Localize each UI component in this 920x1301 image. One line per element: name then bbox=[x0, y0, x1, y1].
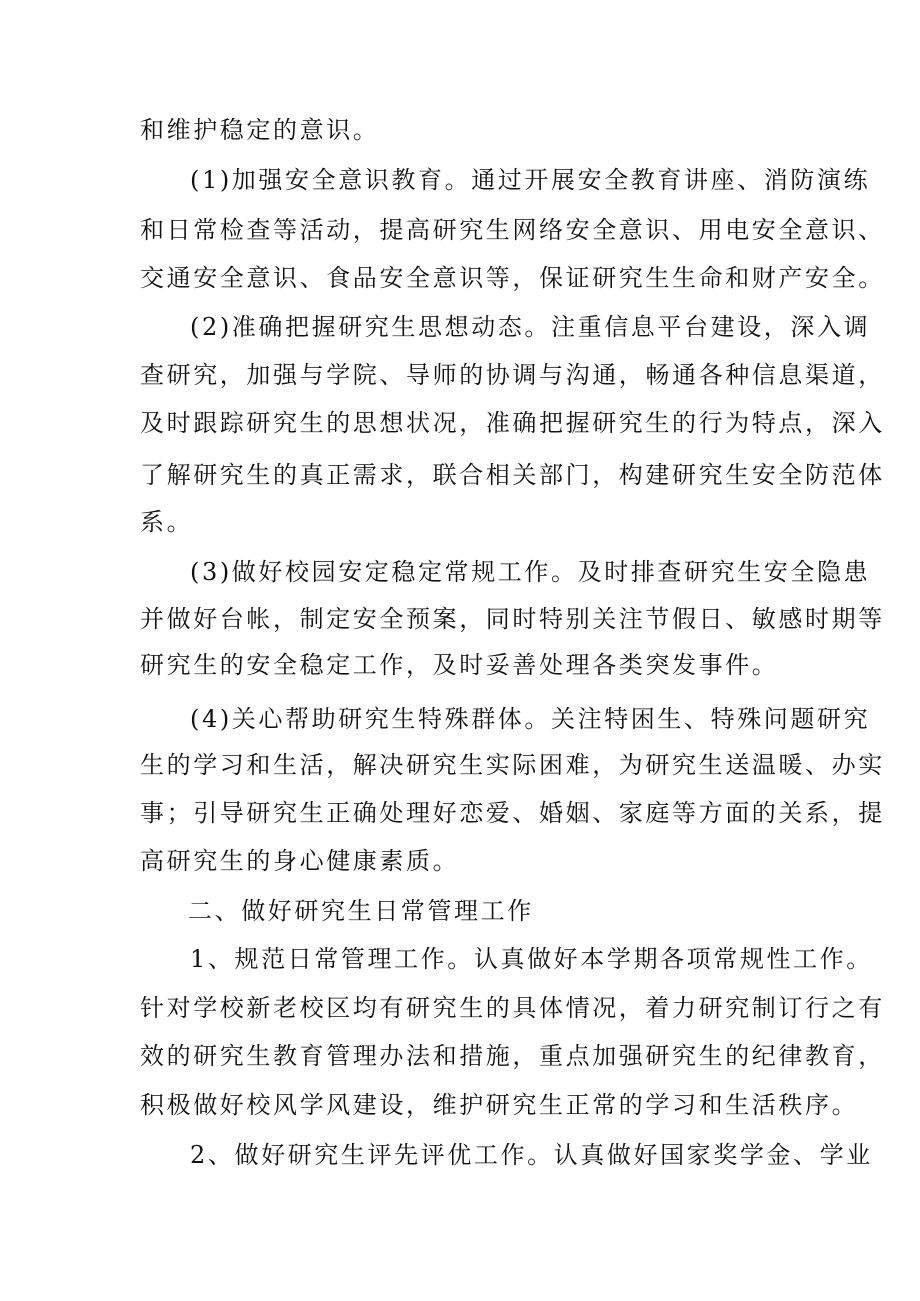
text-line: 系。 bbox=[140, 508, 194, 536]
text-line: (4)关心帮助研究生特殊群体。关注特困生、特殊问题研究 bbox=[190, 705, 871, 733]
text-line: 了解研究生的真正需求，联合相关部门，构建研究生安全防范体 bbox=[140, 461, 885, 489]
text-line: 查研究，加强与学院、导师的协调与沟通，畅通各种信息渠道， bbox=[140, 361, 885, 389]
text-line: 效的研究生教育管理办法和措施，重点加强研究生的纪律教育， bbox=[140, 1042, 885, 1070]
text-line: 1、规范日常管理工作。认真做好本学期各项常规性工作。 bbox=[190, 945, 873, 973]
text-line: 并做好台帐，制定安全预案，同时特别关注节假日、敏感时期等 bbox=[140, 605, 885, 633]
text-line: 高研究生的身心健康素质。 bbox=[140, 847, 460, 875]
text-line: 交通安全意识、食品安全意识等，保证研究生生命和财产安全。 bbox=[140, 264, 885, 292]
text-line: 事；引导研究生正确处理好恋爱、婚姻、家庭等方面的关系，提 bbox=[140, 799, 885, 827]
text-line: 及时跟踪研究生的思想状况，准确把握研究生的行为特点，深入 bbox=[140, 409, 885, 437]
text-line: 生的学习和生活，解决研究生实际困难，为研究生送温暖、办实 bbox=[140, 751, 885, 779]
text-line: 研究生的安全稳定工作，及时妥善处理各类突发事件。 bbox=[140, 651, 779, 679]
text-line: (2)准确把握研究生思想动态。注重信息平台建设，深入调 bbox=[190, 313, 871, 341]
text-line: 积极做好校风学风建设，维护研究生正常的学习和生活秩序。 bbox=[140, 1091, 859, 1119]
text-line: (3)做好校园安定稳定常规工作。及时排查研究生安全隐患 bbox=[190, 558, 871, 586]
text-line: 和维护稳定的意识。 bbox=[140, 116, 380, 144]
text-line: 和日常检查等活动，提高研究生网络安全意识、用电安全意识、 bbox=[140, 216, 885, 244]
text-line: (1)加强安全意识教育。通过开展安全教育讲座、消防演练 bbox=[190, 166, 871, 194]
text-line: 针对学校新老校区均有研究生的具体情况，着力研究制订行之有 bbox=[140, 994, 885, 1022]
text-line: 2、做好研究生评先评优工作。认真做好国家奖学金、学业 bbox=[190, 1141, 873, 1169]
section-heading: 二、做好研究生日常管理工作 bbox=[188, 897, 534, 925]
